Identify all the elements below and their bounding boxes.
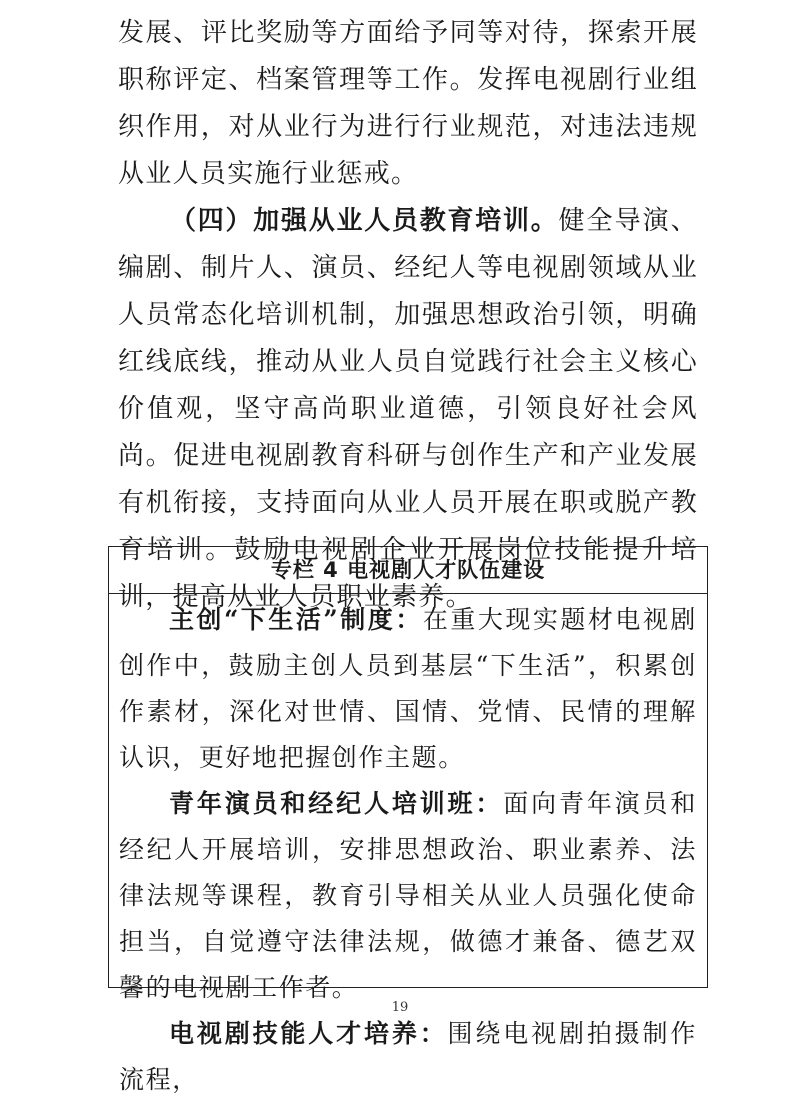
box-item [119,597,697,781]
section-text: 健全导演、编剧、制片人、演员、经纪人等电视剧领域从业人员常态化培训机制，加强思想政治引领，明确红线底线，推动从业人员自觉践行社会主义核心价值观，坚守高尚职业道德，引领良好社会风尚。促进电视剧教育科研与创作生产和产业发展有机衔接，支持面向从业人员开展在职或脱产教育培训。鼓励电视剧企业开展岗位技能提升培训，提高从业人员职业素养。 [118,206,698,612]
paragraph-continued: 发展、评比奖励等方面给予同等对待，探索开展职称评定、档案管理等工作。发挥电视剧行业组织作用，对从业行为进行行业规范，对违法违规从业人员实施行业惩戒。 [118,18,698,189]
box-item [119,1011,697,1103]
box-item-text: 面向青年演员和经纪人开展培训，安排思想政治、职业素养、法律法规等课程，教育引导相关从业人员强化使命担当，自觉遵守法律法规，做德才兼备、德艺双馨的电视剧工作者。 [119,789,697,1002]
box-item-lead: 青年演员和经纪人培训班： [169,789,504,818]
box-item-lead: 主创“下生活”制度： [169,605,423,634]
section-heading: （四）加强从业人员教育培训。 [170,206,559,236]
page-number: 19 [391,1000,409,1015]
box-title: 专栏 4 电视剧人才队伍建设 [109,547,707,594]
box-content [109,594,707,1103]
box-item-text: 在重大现实题材电视剧创作中，鼓励主创人员到基层“下生活”，积累创作素材，深化对世情、国情、党情、民情的理解认识，更好地把握创作主题。 [119,605,697,772]
body-text [118,10,698,621]
box-item [119,781,697,1011]
box-item-lead: 电视剧技能人才培养： [169,1019,448,1048]
box-item-text: 围绕电视剧拍摄制作流程， [119,1019,697,1094]
